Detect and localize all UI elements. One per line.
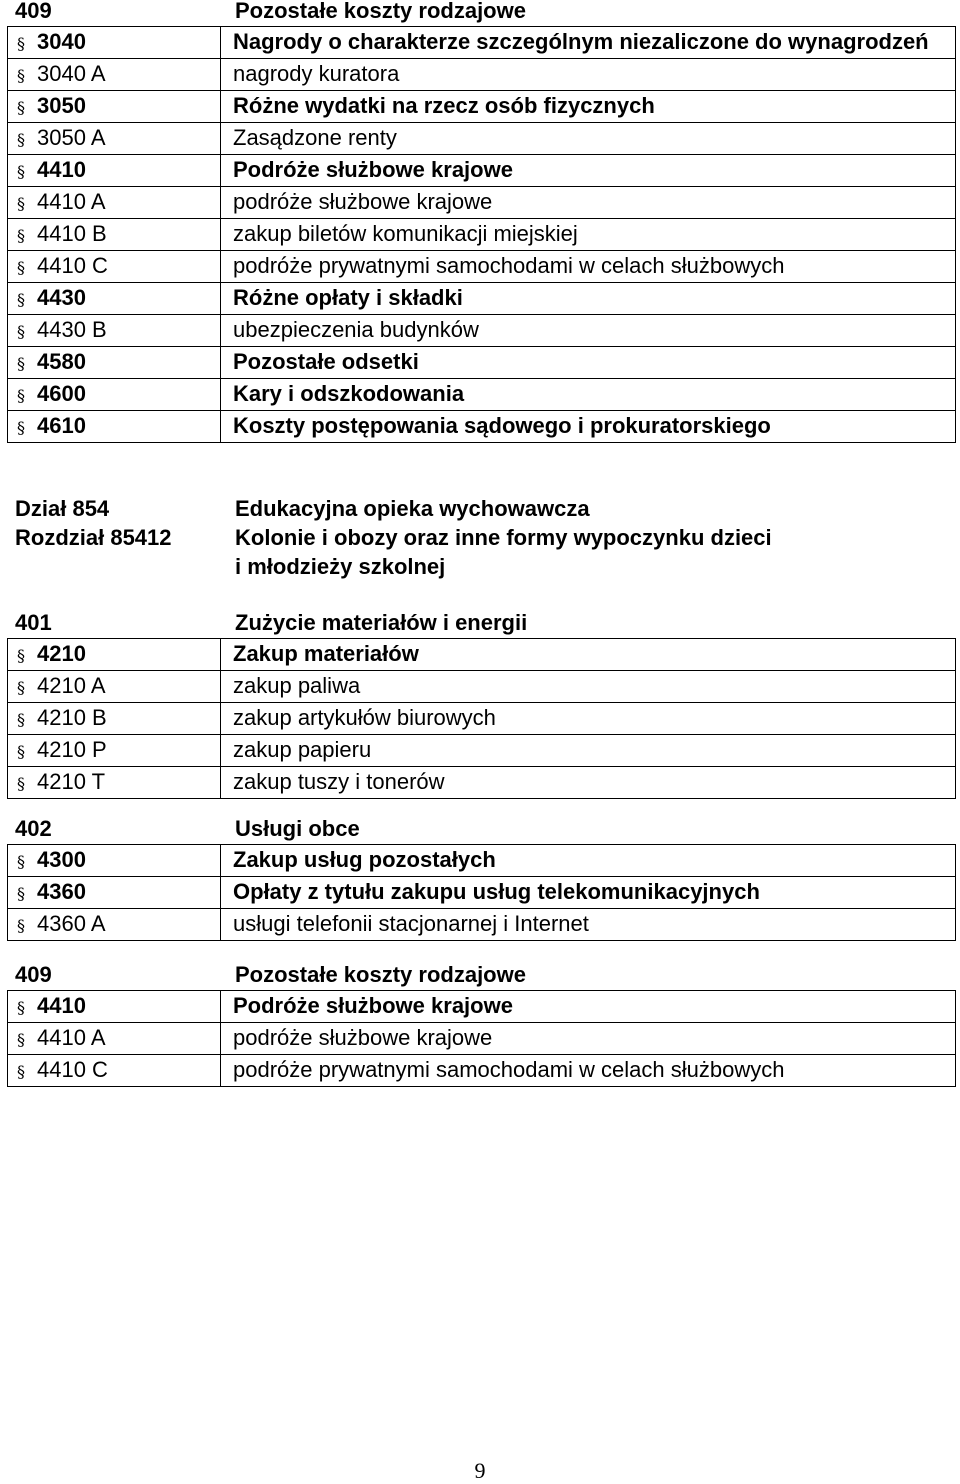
table-row — [8, 991, 956, 1023]
section-sign-icon: § — [17, 386, 25, 405]
account-code-cell — [8, 735, 221, 767]
account-description: zakup papieru — [221, 735, 956, 767]
account-table — [7, 844, 956, 941]
table-row — [8, 877, 956, 909]
table-row — [8, 379, 956, 411]
account-description: podróże prywatnymi samochodami w celach służbowych — [221, 251, 956, 283]
section-sign-icon: § — [17, 916, 25, 935]
account-code-cell — [8, 671, 221, 703]
account-code-cell — [8, 347, 221, 379]
account-code-cell — [8, 877, 221, 909]
account-description: Zasądzone renty — [221, 123, 956, 155]
group-code: 409 — [15, 0, 52, 23]
account-description: Zakup materiałów — [221, 639, 956, 671]
table-row — [8, 219, 956, 251]
account-code-cell — [8, 767, 221, 799]
account-description: nagrody kuratora — [221, 59, 956, 91]
account-description: zakup biletów komunikacji miejskiej — [221, 219, 956, 251]
section-sign-icon: § — [17, 418, 25, 437]
table-row — [8, 845, 956, 877]
account-table — [7, 990, 956, 1087]
account-code: 4410 — [37, 157, 86, 182]
account-description: Nagrody o charakterze szczególnym niezaliczone do wynagrodzeń — [221, 27, 956, 59]
account-description: podróże służbowe krajowe — [221, 187, 956, 219]
account-description: Różne wydatki na rzecz osób fizycznych — [221, 91, 956, 123]
account-code-cell — [8, 315, 221, 347]
section-sign-icon: § — [17, 34, 25, 53]
dzial-label: Dział 854 — [15, 496, 110, 521]
section-sign-icon: § — [17, 884, 25, 903]
account-code: 4410 A — [37, 1025, 106, 1050]
table-row — [8, 187, 956, 219]
table-row — [8, 639, 956, 671]
account-description: podróże służbowe krajowe — [221, 1023, 956, 1055]
account-code: 4410 A — [37, 189, 106, 214]
account-code: 3050 — [37, 93, 86, 118]
account-code-cell — [8, 703, 221, 735]
account-code-cell — [8, 845, 221, 877]
account-description: usługi telefonii stacjonarnej i Internet — [221, 909, 956, 941]
section-sign-icon: § — [17, 130, 25, 149]
account-table — [7, 638, 956, 799]
account-code: 4360 A — [37, 911, 106, 936]
section-sign-icon: § — [17, 98, 25, 117]
section-sign-icon: § — [17, 194, 25, 213]
section-sign-icon: § — [17, 742, 25, 761]
group-402 — [7, 814, 956, 941]
table-row — [8, 703, 956, 735]
account-description: Zakup usług pozostałych — [221, 845, 956, 877]
account-code-cell — [8, 1023, 221, 1055]
account-code: 4210 P — [37, 737, 107, 762]
section-sign-icon: § — [17, 710, 25, 729]
table-row — [8, 283, 956, 315]
section-sign-icon: § — [17, 162, 25, 181]
rozdzial-label: Rozdział 85412 — [15, 525, 172, 550]
section-sign-icon: § — [17, 290, 25, 309]
table-row — [8, 909, 956, 941]
table-row — [8, 1023, 956, 1055]
section-sign-icon: § — [17, 66, 25, 85]
section-sign-icon: § — [17, 852, 25, 871]
section-sign-icon: § — [17, 646, 25, 665]
account-code: 4360 — [37, 879, 86, 904]
account-code-cell — [8, 187, 221, 219]
account-code: 4410 B — [37, 221, 107, 246]
group-header — [7, 960, 956, 990]
account-code-cell — [8, 283, 221, 315]
section-sign-icon: § — [17, 258, 25, 277]
account-table — [7, 26, 956, 443]
account-code-cell — [8, 639, 221, 671]
account-code: 4600 — [37, 381, 86, 406]
table-row — [8, 123, 956, 155]
account-code: 4430 B — [37, 317, 107, 342]
account-code: 4580 — [37, 349, 86, 374]
group-header — [7, 608, 956, 638]
account-description: Różne opłaty i składki — [221, 283, 956, 315]
account-description: Podróże służbowe krajowe — [221, 155, 956, 187]
account-code-cell — [8, 91, 221, 123]
account-code-cell — [8, 155, 221, 187]
account-description: Kary i odszkodowania — [221, 379, 956, 411]
page-number: 9 — [474, 1458, 486, 1483]
section-sign-icon: § — [17, 322, 25, 341]
account-code: 4210 — [37, 641, 86, 666]
group-header — [7, 814, 956, 844]
group-409-top — [7, 0, 956, 443]
account-code-cell — [8, 411, 221, 443]
table-row — [8, 59, 956, 91]
account-code: 4430 — [37, 285, 86, 310]
table-row — [8, 251, 956, 283]
table-row — [8, 1055, 956, 1087]
account-code-cell — [8, 219, 221, 251]
section-sign-icon: § — [17, 1030, 25, 1049]
table-row — [8, 735, 956, 767]
account-code: 3040 A — [37, 61, 106, 86]
account-code-cell — [8, 991, 221, 1023]
section-sign-icon: § — [17, 1062, 25, 1081]
group-409-bottom — [7, 960, 956, 1087]
section-sign-icon: § — [17, 354, 25, 373]
account-code: 4210 A — [37, 673, 106, 698]
account-code-cell — [8, 251, 221, 283]
group-name: Usługi obce — [235, 816, 360, 841]
account-code-cell — [8, 1055, 221, 1087]
section-sign-icon: § — [17, 226, 25, 245]
group-name: Zużycie materiałów i energii — [235, 610, 528, 635]
account-code-cell — [8, 59, 221, 91]
dzial-heading — [15, 494, 945, 581]
rozdzial-name: Kolonie i obozy oraz inne formy wypoczynku dzieci — [235, 525, 772, 550]
dzial-name: Edukacyjna opieka wychowawcza — [235, 496, 590, 521]
table-row — [8, 411, 956, 443]
account-code: 4410 C — [37, 1057, 108, 1082]
group-code: 402 — [15, 816, 52, 841]
account-code: 4210 T — [37, 769, 106, 794]
account-description: ubezpieczenia budynków — [221, 315, 956, 347]
account-description: podróże prywatnymi samochodami w celach służbowych — [221, 1055, 956, 1087]
account-code-cell — [8, 123, 221, 155]
account-code-cell — [8, 909, 221, 941]
account-code: 4210 B — [37, 705, 107, 730]
account-code-cell — [8, 379, 221, 411]
rozdzial-name-cont: i młodzieży szkolnej — [235, 554, 446, 579]
table-row — [8, 767, 956, 799]
account-code-cell — [8, 27, 221, 59]
section-sign-icon: § — [17, 998, 25, 1017]
table-row — [8, 671, 956, 703]
section-sign-icon: § — [17, 774, 25, 793]
group-name: Pozostałe koszty rodzajowe — [235, 962, 526, 987]
account-description: zakup paliwa — [221, 671, 956, 703]
account-code: 4300 — [37, 847, 86, 872]
account-description: Podróże służbowe krajowe — [221, 991, 956, 1023]
account-description: Pozostałe odsetki — [221, 347, 956, 379]
account-description: zakup tuszy i tonerów — [221, 767, 956, 799]
account-code: 4410 C — [37, 253, 108, 278]
table-row — [8, 91, 956, 123]
account-code: 3050 A — [37, 125, 106, 150]
account-description: zakup artykułów biurowych — [221, 703, 956, 735]
account-description: Koszty postępowania sądowego i prokuratorskiego — [221, 411, 956, 443]
account-code: 3040 — [37, 29, 86, 54]
account-code: 4410 — [37, 993, 86, 1018]
section-sign-icon: § — [17, 678, 25, 697]
table-row — [8, 155, 956, 187]
account-code: 4610 — [37, 413, 86, 438]
group-header — [7, 0, 956, 26]
table-row — [8, 315, 956, 347]
table-row — [8, 347, 956, 379]
account-description: Opłaty z tytułu zakupu usług telekomunikacyjnych — [221, 877, 956, 909]
table-row — [8, 27, 956, 59]
group-name: Pozostałe koszty rodzajowe — [235, 0, 526, 23]
group-401 — [7, 608, 956, 799]
group-code: 409 — [15, 962, 52, 987]
group-code: 401 — [15, 610, 52, 635]
